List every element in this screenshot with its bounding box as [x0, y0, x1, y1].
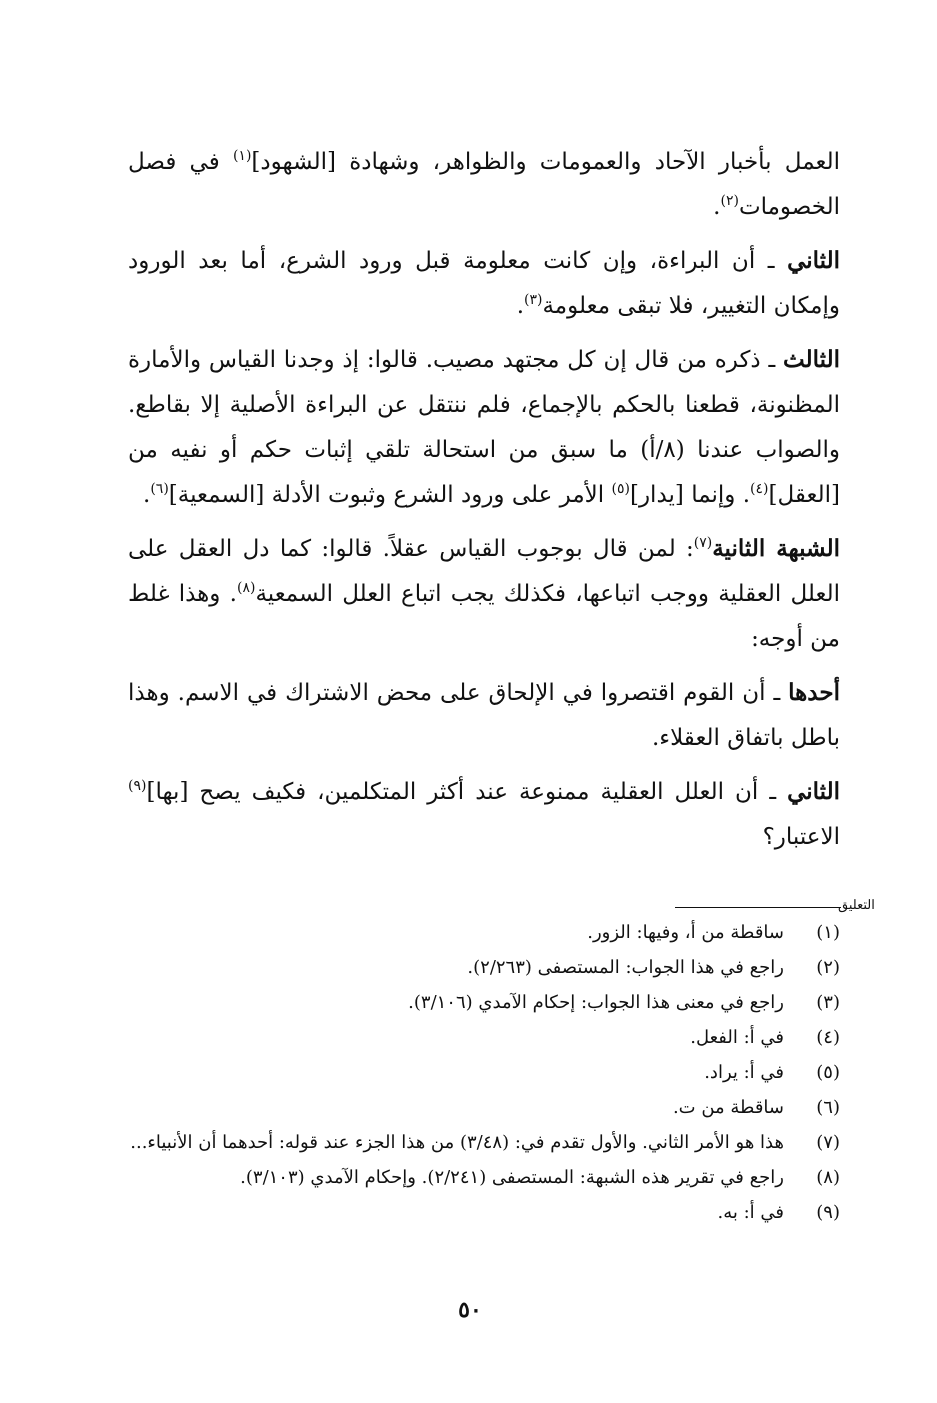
paragraph-lead: الثالث: [783, 346, 840, 373]
footnote-ref: (٥): [611, 481, 630, 497]
footnote-text: ساقطة من ت.: [672, 1097, 784, 1118]
paragraph-2: [128, 238, 840, 329]
footnote-text: في أ: يراد.: [704, 1062, 784, 1083]
text-run: ـ ذكره من قال إن كل مجتهد مصيب. قالوا: إذ وجدنا القياس والأمارة المظنونة، قطعنا بالحكم بالإجماع، فلم ننتقل عن البراءة الأصلية إلا بقاطع. والصواب عندنا (٨/أ) ما سبق من استحالة تلقي إثبات حكم أو نفيه من [العقل]: [128, 347, 840, 508]
text-run: . وهذا غلط من أوجه:: [128, 581, 840, 652]
footnote-text: ساقطة من أ، وفيها: الزور.: [587, 922, 784, 943]
footnote: [128, 918, 848, 948]
footnote-ref: (٩): [128, 778, 147, 794]
footnote-number: (٢): [816, 957, 840, 978]
paragraph-1: [128, 140, 840, 230]
text-run: . وإنما [يدار]: [629, 482, 751, 508]
footnote-ref: (٨): [236, 580, 256, 596]
footnote-number: (٤): [816, 1027, 840, 1048]
page-number: ٥٠: [458, 1297, 482, 1323]
paragraph-4: [128, 526, 840, 662]
footnotes: [128, 918, 848, 1233]
text-run: ـ أن البراءة، وإن كانت معلومة قبل ورود الشرع، أما بعد الورود وإمكان التغيير، فلا تبقى معلومة: [128, 248, 840, 319]
text-run: ـ أن العلل العقلية ممنوعة عند أكثر المتكلمين، فكيف يصح [بها]: [146, 779, 788, 805]
paragraph-6: [128, 769, 840, 860]
footnote-text: في أ: به.: [717, 1202, 784, 1223]
paragraph-lead: الثاني: [787, 778, 840, 805]
footnote-text: هذا هو الأمر الثاني. والأول تقدم في: (٣/٤٨) من هذا الجزء عند قوله: أحدهما أن الأنبياء...: [130, 1132, 784, 1153]
footnote-ref: (٦): [150, 481, 169, 497]
footnote-text: راجع في معنى هذا الجواب: إحكام الآمدي (٣/١٠٦).: [408, 992, 784, 1013]
footnote-number: (١): [816, 922, 840, 943]
footnote: [128, 1128, 848, 1158]
text-run: : لمن قال بوجوب القياس عقلاً. قالوا: كما دل العقل على العلل العقلية ووجب اتباعها، فكذلك يجب اتباع العلل السمعية: [128, 536, 840, 607]
footnote: [128, 1163, 848, 1193]
footnote-ref: (٧): [693, 535, 713, 551]
main-text: [128, 140, 840, 868]
footnote: [128, 1198, 848, 1228]
text-run: ـ أن القوم اقتصروا في الإلحاق على محض الاشتراك في الاسم. وهذا باطل باتفاق العقلاء.: [128, 680, 840, 751]
footnote: [128, 988, 848, 1018]
paragraph-5: [128, 670, 840, 761]
text-run: الاعتبار؟: [762, 824, 840, 850]
footnote-number: (٣): [816, 992, 840, 1013]
footnote-ref: (٤): [750, 481, 769, 497]
notes-label: التعليق: [838, 898, 875, 913]
text-run: الأمر على ورود الشرع وثبوت الأدلة [السمعية]: [168, 482, 612, 508]
paragraph-3: [128, 337, 840, 518]
footnote-number: (٩): [816, 1202, 840, 1223]
text-run: .: [143, 482, 151, 508]
footnote: [128, 1058, 848, 1088]
footnote-text: في أ: الفعل.: [690, 1027, 784, 1048]
footnote-number: (٦): [816, 1097, 840, 1118]
footnote-ref: (٢): [720, 193, 739, 209]
text-run: .: [713, 194, 721, 220]
footnote-separator: [675, 907, 841, 908]
footnote-number: (٨): [816, 1167, 840, 1188]
text-run: العمل بأخبار الآحاد والعمومات والظواهر، وشهادة [الشهود]: [251, 149, 840, 175]
paragraph-lead: الشبهة الثانية: [712, 535, 840, 562]
text-run: في فصل الخصومات: [128, 149, 840, 220]
text-run: .: [516, 293, 524, 319]
footnote: [128, 1023, 848, 1053]
footnote: [128, 1093, 848, 1123]
footnote-ref: (١): [232, 148, 252, 164]
paragraph-lead: الثاني: [787, 247, 840, 274]
footnote-number: (٥): [816, 1062, 840, 1083]
footnote: [128, 953, 848, 983]
footnote-ref: (٣): [524, 292, 543, 308]
paragraph-lead: أحدها: [788, 679, 840, 706]
footnote-text: راجع في تقرير هذه الشبهة: المستصفى (٢/٢٤١). وإحكام الآمدي (٣/١٠٣).: [240, 1167, 784, 1188]
footnote-number: (٧): [816, 1132, 840, 1153]
footnote-text: راجع في هذا الجواب: المستصفى (٢/٢٦٣).: [467, 957, 784, 978]
